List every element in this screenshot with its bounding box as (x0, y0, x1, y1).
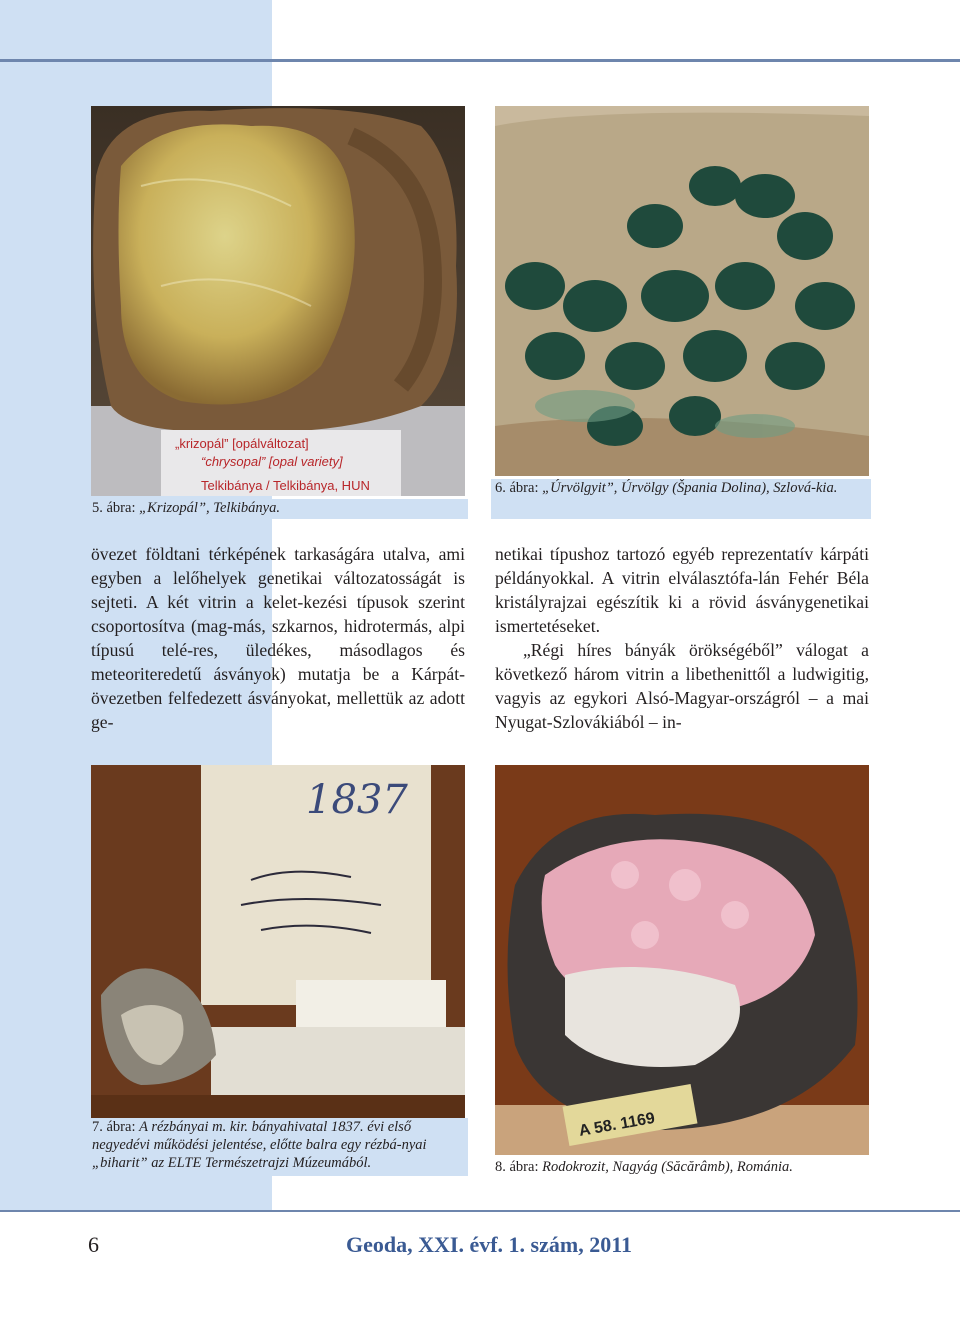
figure-5-caption: 5. ábra: „Krizopál”, Telkibánya. (88, 499, 468, 519)
journal-title: Geoda, XXI. évf. 1. szám, 2011 (346, 1232, 632, 1257)
header-rule (0, 59, 960, 62)
right-paragraph-2: „Régi híres bányák örökségéből” válogat a következő három vitrin a libethenittől a ludwigitig, vagyis az egykori Alsó-Magyar-országról – a mai Nyugat-Szlovákiából – in- (495, 640, 869, 732)
figure-7-photo (91, 765, 465, 1120)
svg-text:„krizopál” [opálváltozat]: „krizopál” [opálváltozat] (175, 436, 309, 451)
footer-rule (0, 1210, 960, 1212)
figure-7-caption: 7. ábra: A rézbányai m. kir. bányahivatal 1837. évi első negyedévi működési jelentése, előtte balra egy rézbá-nyai „biharit” az ELTE Természetrajzi Múzeumából. (88, 1118, 468, 1176)
figure-5-photo (91, 106, 465, 496)
figure-8-caption: 8. ábra: Rodokrozit, Nagyág (Săcărâmb), Románia. (495, 1159, 793, 1175)
right-column-text (495, 542, 869, 734)
document-year: 1837 (306, 777, 408, 823)
svg-text:“chrysopal” [opal variety]: “chrysopal” [opal variety] (201, 454, 343, 469)
page-number: 6 (88, 1232, 99, 1257)
figure-8-photo (495, 765, 869, 1155)
figure-6-caption: 6. ábra: „Úrvölgyit”, Úrvölgy (Špania Dolina), Szlová-kia. (491, 479, 871, 519)
figure-6-photo (495, 106, 869, 476)
svg-text:Telkibánya / Telkibánya, HUN: Telkibánya / Telkibánya, HUN (201, 478, 370, 493)
figure-5-specimen-label (161, 430, 401, 496)
svg-text:A 58. 1169: A 58. 1169 (577, 1109, 657, 1140)
left-paragraph: övezet földtani térképének tarkaságára utalva, ami egyben a lelőhelyek genetikai változatosságát is sejteti. A két vitrin a kelet-kezési típusok szerint csoportosítva (mag-más, szkarnos, hidrotermás, alpi típusú telé-res, üledékes, másodlagos és meteoriteredetű ásványok) mutatja be a Kárpát-övezetben felfedezett ásványokat, mellettük az adott ge- (91, 544, 465, 732)
right-paragraph-1: netikai típushoz tartozó egyéb reprezentatív kárpáti példányokkal. A vitrin elválasztófa-lán Fehér Béla kristályrajzai egészítik ki a rövid ásványgenetikai ismertetéseket. (495, 544, 869, 636)
left-column-text (91, 542, 465, 734)
